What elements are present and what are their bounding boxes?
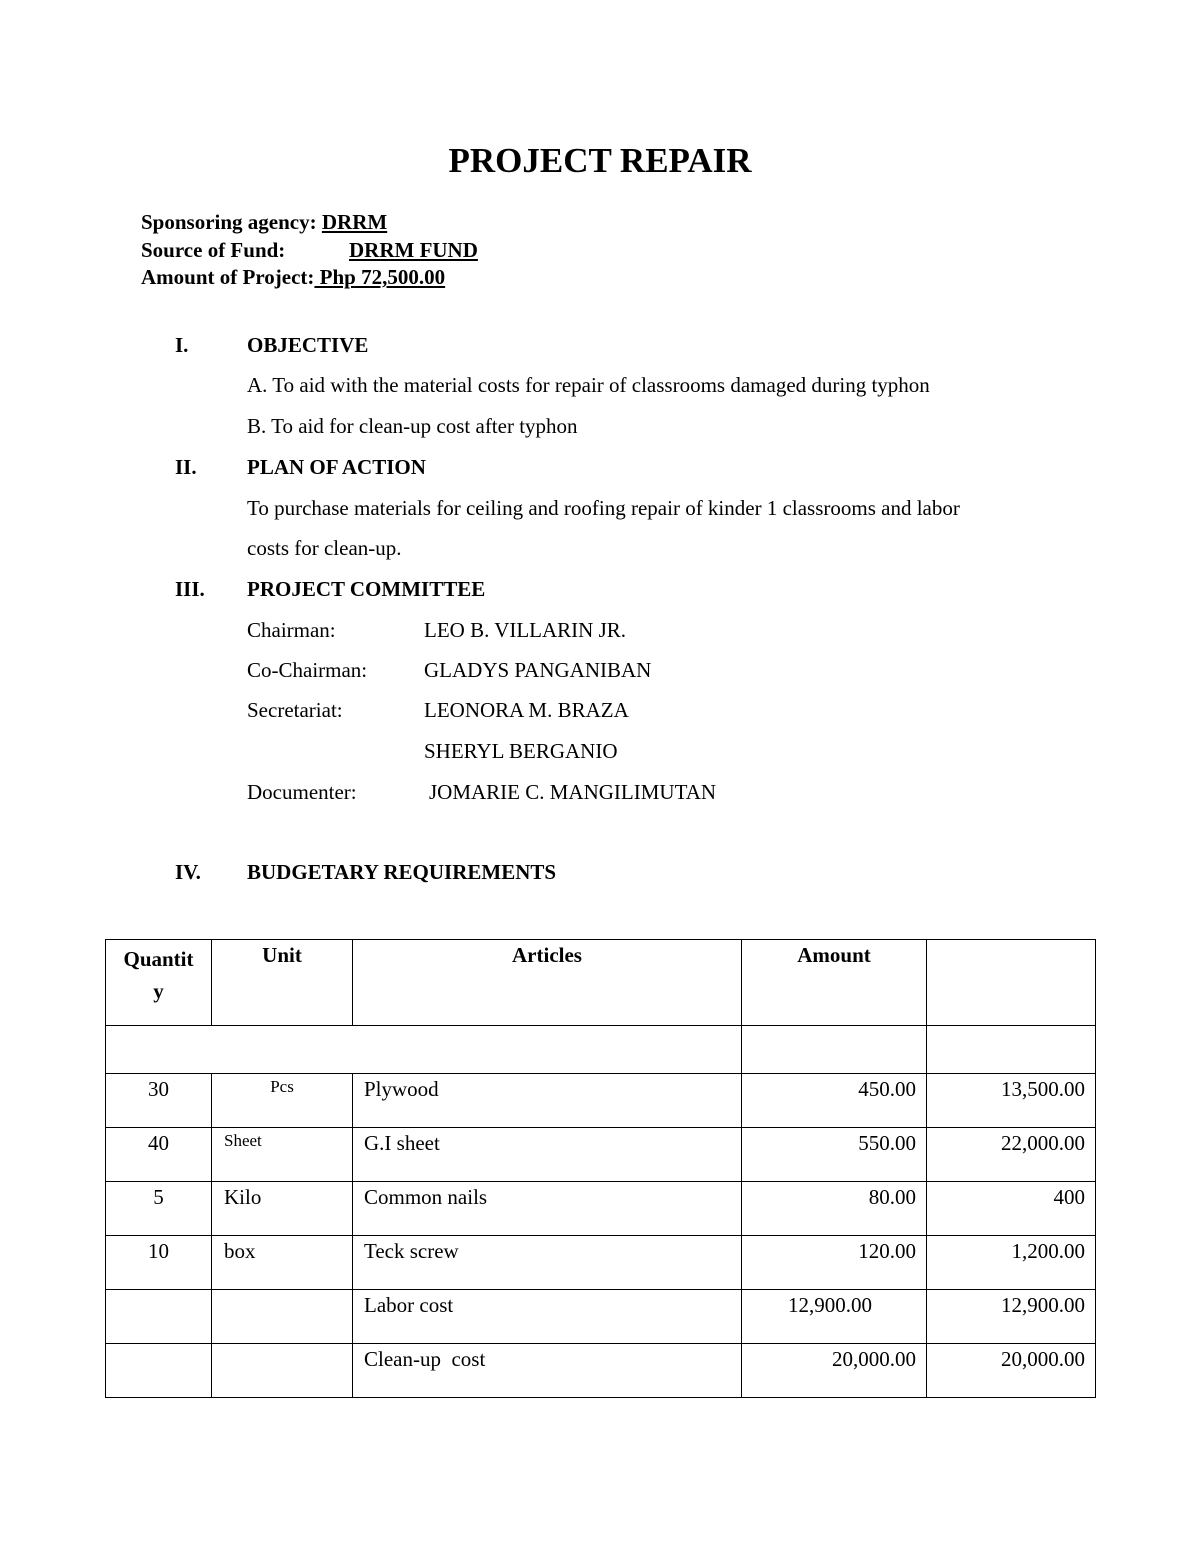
amount-cell: 80.00: [742, 1182, 927, 1236]
amount-value: Php 72,500.00: [314, 265, 446, 289]
table-blank-row: [106, 1026, 1096, 1074]
plan-heading: PLAN OF ACTION: [247, 455, 426, 479]
total-cell: 400: [927, 1182, 1096, 1236]
chairman-label: Chairman:: [247, 618, 336, 642]
article-cell: G.I sheet: [353, 1128, 742, 1182]
amount-cell: 120.00: [742, 1236, 927, 1290]
documenter-label: Documenter:: [247, 780, 357, 804]
amount-line: [141, 265, 445, 290]
fund-label: Source of Fund:: [141, 238, 286, 262]
header-quantity: [106, 940, 212, 1026]
article-cell: Clean-up cost: [353, 1344, 742, 1398]
sponsor-line: [141, 210, 387, 235]
amount-cell: 12,900.00: [742, 1290, 927, 1344]
table-row: [106, 1344, 1096, 1398]
plan-numeral: II.: [175, 455, 197, 479]
objective-numeral: I.: [175, 333, 189, 357]
table-row: [106, 1182, 1096, 1236]
unit-cell: Kilo: [212, 1182, 353, 1236]
header-quantity-line2: y: [153, 979, 164, 1003]
budget-heading: BUDGETARY REQUIREMENTS: [247, 860, 557, 884]
table-row: [106, 1074, 1096, 1128]
qty-cell: 5: [106, 1182, 212, 1236]
chairman-name: LEO B. VILLARIN JR.: [424, 618, 627, 642]
qty-cell: 40: [106, 1128, 212, 1182]
fund-value: DRRM FUND: [349, 238, 478, 262]
blank-cell-merged: [106, 1026, 742, 1074]
amount-cell: 20,000.00: [742, 1344, 927, 1398]
budget-table: [105, 939, 1096, 1398]
qty-cell: [106, 1290, 212, 1344]
table-row: [106, 1290, 1096, 1344]
sponsor-value: DRRM: [321, 210, 388, 234]
unit-cell: Pcs: [212, 1074, 353, 1128]
total-cell: 22,000.00: [927, 1128, 1096, 1182]
committee-heading: PROJECT COMMITTEE: [247, 577, 486, 601]
unit-cell: Sheet: [212, 1128, 353, 1182]
total-cell: 20,000.00: [927, 1344, 1096, 1398]
article-cell: Plywood: [353, 1074, 742, 1128]
qty-cell: [106, 1344, 212, 1398]
amount-cell: 550.00: [742, 1128, 927, 1182]
documenter-name: JOMARIE C. MANGILIMUTAN: [429, 780, 717, 804]
article-cell: Labor cost: [353, 1290, 742, 1344]
table-row: [106, 1236, 1096, 1290]
total-cell: 12,900.00: [927, 1290, 1096, 1344]
unit-cell: [212, 1344, 353, 1398]
cochairman-label: Co-Chairman:: [247, 658, 368, 682]
unit-cell: [212, 1290, 353, 1344]
article-cell: Common nails: [353, 1182, 742, 1236]
objective-heading: OBJECTIVE: [247, 333, 369, 357]
amount-cell: 450.00: [742, 1074, 927, 1128]
article-cell: Teck screw: [353, 1236, 742, 1290]
total-cell: 1,200.00: [927, 1236, 1096, 1290]
secretariat-label: Secretariat:: [247, 698, 343, 722]
table-header-row: [106, 940, 1096, 1026]
secretariat-name-1: LEONORA M. BRAZA: [424, 698, 629, 722]
amount-label: Amount of Project:: [141, 265, 315, 289]
committee-numeral: III.: [175, 577, 205, 601]
plan-line-2: costs for clean-up.: [247, 536, 402, 560]
budget-numeral: IV.: [175, 860, 201, 884]
unit-cell: box: [212, 1236, 353, 1290]
cochairman-name: GLADYS PANGANIBAN: [424, 658, 652, 682]
blank-cell-total: [927, 1026, 1096, 1074]
page-title: PROJECT REPAIR: [448, 141, 752, 180]
total-cell: 13,500.00: [927, 1074, 1096, 1128]
objective-item-a: A. To aid with the material costs for repair of classrooms damaged during typhon: [247, 373, 930, 397]
qty-cell: 30: [106, 1074, 212, 1128]
objective-item-b: B. To aid for clean-up cost after typhon: [247, 414, 578, 438]
header-articles: Articles: [353, 940, 742, 1026]
blank-cell-amount: [742, 1026, 927, 1074]
header-quantity-line1: Quantit: [123, 947, 194, 971]
qty-cell: 10: [106, 1236, 212, 1290]
header-total: [927, 940, 1096, 1026]
secretariat-name-2: SHERYL BERGANIO: [424, 739, 618, 763]
header-unit: Unit: [212, 940, 353, 1026]
plan-line-1: To purchase materials for ceiling and roofing repair of kinder 1 classrooms and labor: [247, 496, 960, 520]
header-amount: Amount: [742, 940, 927, 1026]
sponsor-label: Sponsoring agency:: [141, 210, 317, 234]
table-row: [106, 1128, 1096, 1182]
